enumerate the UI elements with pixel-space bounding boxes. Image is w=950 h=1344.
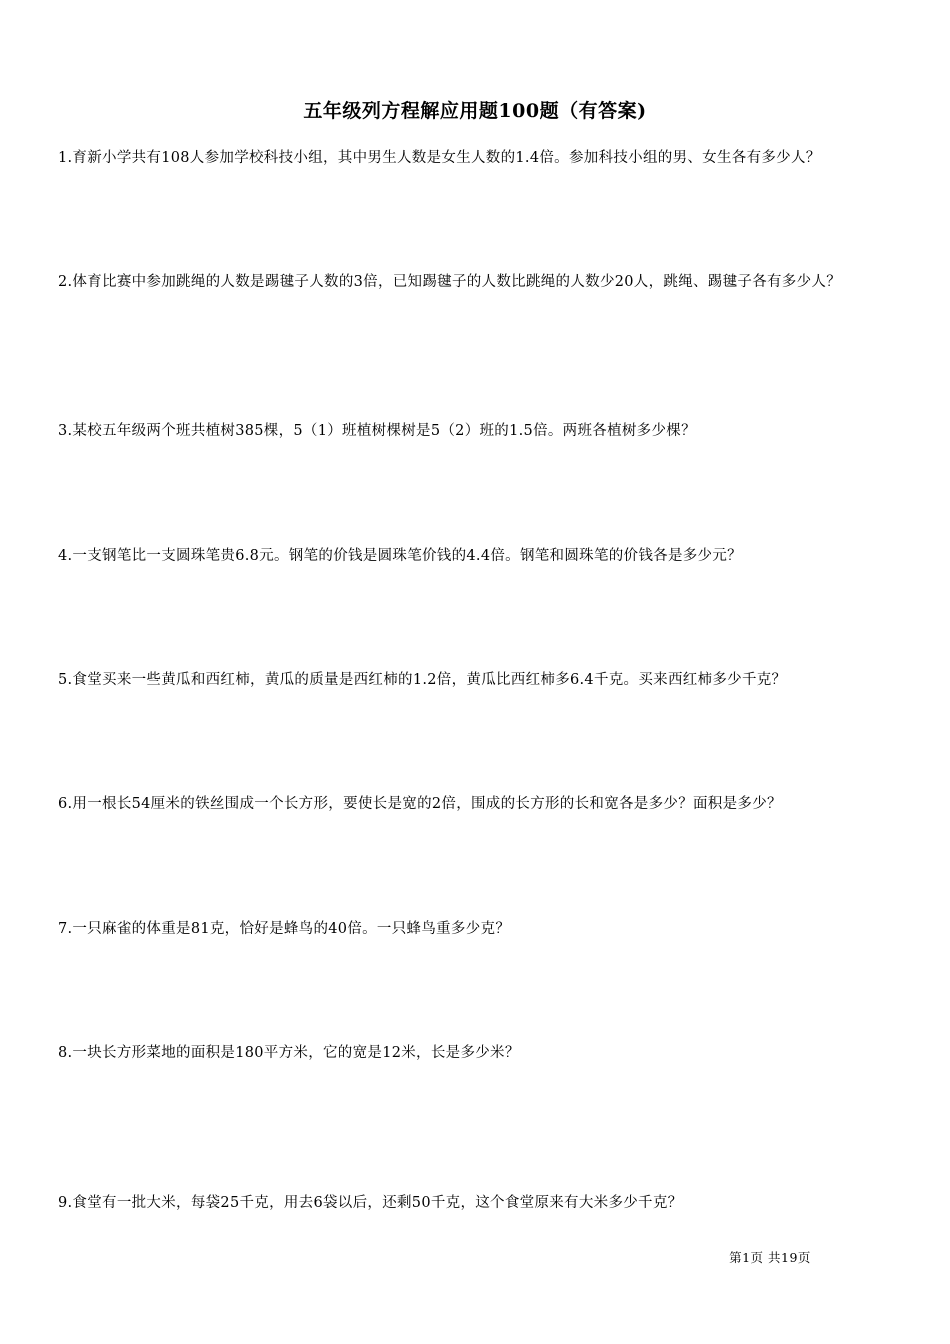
question-1: 1.育新小学共有108人参加学校科技小组，其中男生人数是女生人数的1.4倍。参加科技小组的男、女生各有多少人？ bbox=[58, 150, 821, 166]
question-5: 5.食堂买来一些黄瓜和西红柿，黄瓜的质量是西红柿的1.2倍，黄瓜比西红柿多6.4千克。买来西红柿多少千克？ bbox=[58, 672, 787, 688]
question-3: 3.某校五年级两个班共植树385棵，5（1）班植树棵树是5（2）班的1.5倍。两班各植树多少棵？ bbox=[58, 423, 696, 439]
question-6: 6.用一根长54厘米的铁丝围成一个长方形，要使长是宽的2倍，围成的长方形的长和宽各是多少？面积是多少？ bbox=[58, 796, 782, 812]
question-9: 9.食堂有一批大米，每袋25千克，用去6袋以后，还剩50千克，这个食堂原来有大米多少千克？ bbox=[58, 1195, 683, 1211]
page-title: 五年级列方程解应用题100题（有答案) bbox=[303, 100, 647, 122]
question-8: 8.一块长方形菜地的面积是180平方米，它的宽是12米，长是多少米？ bbox=[58, 1045, 520, 1061]
question-4: 4.一支钢笔比一支圆珠笔贵6.8元。钢笔的价钱是圆珠笔价钱的4.4倍。钢笔和圆珠笔的价钱各是多少元？ bbox=[58, 548, 742, 564]
page-number: 第1页 共19页 bbox=[729, 1250, 811, 1265]
question-7: 7.一只麻雀的体重是81克，恰好是蜂鸟的40倍。一只蜂鸟重多少克？ bbox=[58, 921, 511, 937]
question-2: 2.体育比赛中参加跳绳的人数是踢毽子人数的3倍，已知踢毽子的人数比跳绳的人数少20人，跳绳、踢毽子各有多少人？ bbox=[58, 274, 842, 290]
